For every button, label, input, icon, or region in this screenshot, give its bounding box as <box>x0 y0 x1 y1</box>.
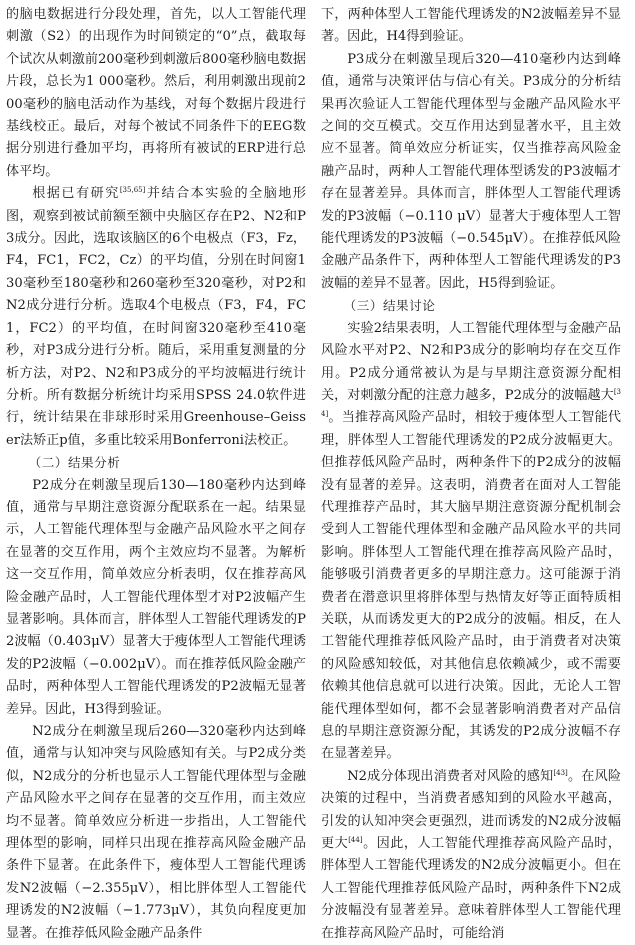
section-heading-results-analysis: （二）结果分析 <box>28 455 121 471</box>
text-span: 。当推荐高风险产品时，相较于瘦体型人工智能代理，胖体型人工智能代理诱发的P2成分波幅更大。但推荐低风险产品时，两种条件下的P2成分的波幅没有显著的差异。这表明，消费者在面对人工智能代理推荐产品时，其大脑早期注意资源分配机制会受到人工智能代理体型和金融产品风险水平的共同影响。胖体型人工智能代理在推荐高风险产品时，能够吸引消费者更多的早期注意力。这可能源于消费者在潜意识里将胖体型与热情友好等正面特质相关联，从而诱发更大的P2成分的波幅。相反，在人工智能代理推荐低风险产品时，由于消费者对决策的风险感知较低，对其他信息依赖减少，或不需要依赖其他信息就可以进行决策。因此，无论人工智能代理体型如何，都不会显著影响消费者对产品信息的早期注意资源分配，其诱发的P2成分波幅不存在显著差异。 <box>321 410 621 762</box>
paragraph-p2-results: P2成分在刺激呈现后130—180毫秒内达到峰值，通常与早期注意资源分配联系在一起。结果显示，人工智能代理体型与金融产品风险水平之间存在显著的交互作用，两个主效应均不显著。为解析这一交互作用，简单效应分析表明，仅在推荐高风险金融产品时，人工智能代理体型才对P2波幅产生显著影响。具体而言，胖体型人工智能代理诱发的P2波幅（0.403μV）显著大于瘦体型人工智能代理诱发的P2波幅（−0.002μV）。而在推荐低风险金融产品时，两种体型人工智能代理诱发的P2波幅无显著差异。因此，H3得到验证。 <box>6 477 306 717</box>
left-column <box>6 4 306 945</box>
citation-ref: [44] <box>348 836 363 845</box>
text-span: 。因此，人工智能代理推荐高风险产品时，胖体型人工智能代理诱发的N2成分波幅更小。但在人工智能代理推荐低风险产品时，两种条件下N2成分波幅没有显著差异。意味着胖体型人工智能代理在推荐高风险产品时，可能给消 <box>321 836 621 941</box>
right-column <box>321 4 621 945</box>
text-span: 根据已有研究 <box>32 186 120 202</box>
citation-ref: [34] <box>321 387 621 419</box>
citation-ref: [43] <box>553 768 568 777</box>
paragraph-n2-results: N2成分在刺激呈现后260—320毫秒内达到峰值，通常与认知冲突与风险感知有关。与P2成分类似，N2成分的分析也显示人工智能代理体型与金融产品风险水平之间存在显著的交互作用，而主效应均不显著。简单效应分析进一步指出，人工智能代理体型的影响，同样只出现在推荐高风险金融产品条件下显著。在此条件下，瘦体型人工智能代理诱发N2波幅（−2.355μV），相比胖体型人工智能代理诱发的N2波幅（−1.773μV），其负向程度更加显著。在推荐低风险金融产品条件 <box>6 724 306 941</box>
citation-ref: [35,65] <box>119 186 146 195</box>
paragraph-electrode-selection <box>6 183 306 452</box>
text-span: 实验2结果表明，人工智能代理体型与金融产品风险水平对P2、N2和P3成分的影响均存在交互作用。P2成分通常被认为是与早期注意资源分配相关，对刺激分配的注意力越多，P2成分的波幅越大 <box>321 320 621 403</box>
paragraph-eeg-segmentation: 的脑电数据进行分段处理，首先，以人工智能代理刺激（S2）的出现作为时间锁定的“0”点，截取每个试次从刺激前200毫秒到刺激后800毫秒脑电数据片段，总长为1 000毫秒。然后，利用刺激出现前200毫秒的脑电活动作为基线，对每个数据片段进行基线校正。最后，对每个被试不同条件下的EEG数据分别进行叠加平均，再将所有被试的ERP进行总体平均。 <box>6 7 306 179</box>
text-span: N2成分体现出消费者对风险的感知 <box>347 768 554 784</box>
paragraph-discussion-p2 <box>321 318 621 766</box>
section-heading-results-discussion: （三）结果讨论 <box>343 298 436 314</box>
paragraph-p3-results: P3成分在刺激呈现后320—410毫秒内达到峰值，通常与决策评估与信心有关。P3成分的分析结果再次验证人工智能代理体型与金融产品风险水平之间的交互模式。交互作用达到显著水平，且主效应不显著。简单效应分析证实，仅当推荐高风险金融产品时，两种人工智能代理体型诱发的P3波幅才存在显著差异。具体而言，胖体型人工智能代理诱发的P3波幅（−0.110 μV）显著大于瘦体型人工智能代理诱发的P3波幅（−0.545μV）。在推荐低风险金融产品条件下，两种体型人工智能代理诱发的P3波幅的差异不显著。因此，H5得到验证。 <box>321 51 621 291</box>
paragraph-n2-conclusion: 下，两种体型人工智能代理诱发的N2波幅差异不显著。因此，H4得到验证。 <box>321 7 621 45</box>
text-span: 并结合本实验的全脑地形图，观察到被试前额至额中央脑区存在P2、N2和P3成分。因此，选取该脑区的6个电极点（F3，Fz，F4，FC1，FC2，Cz）的平均值，分别在时间窗130毫秒至180毫秒和260毫秒至320毫秒，对P2和N2成分进行分析。选取4个电极点（F3，F4，FC1，FC2）的平均值，在时间窗320毫秒至410毫秒，对P3成分进行分析。随后，采用重复测量的分析方法，对P2、N2和P3成分的平均波幅进行统计分析。所有数据分析统计均采用SPSS 24.0软件进行，统计结果在非球形时采用Greenhouse–Geisser法矫正p值，多重比较采用Bonferroni法校正。 <box>6 186 307 448</box>
text-span: 。在风险决策的过程中，当消费者感知到的风险水平越高，引发的认知冲突会更强烈，进而诱发的N2成分波幅更大 <box>321 768 622 852</box>
paragraph-discussion-n2 <box>321 766 621 945</box>
